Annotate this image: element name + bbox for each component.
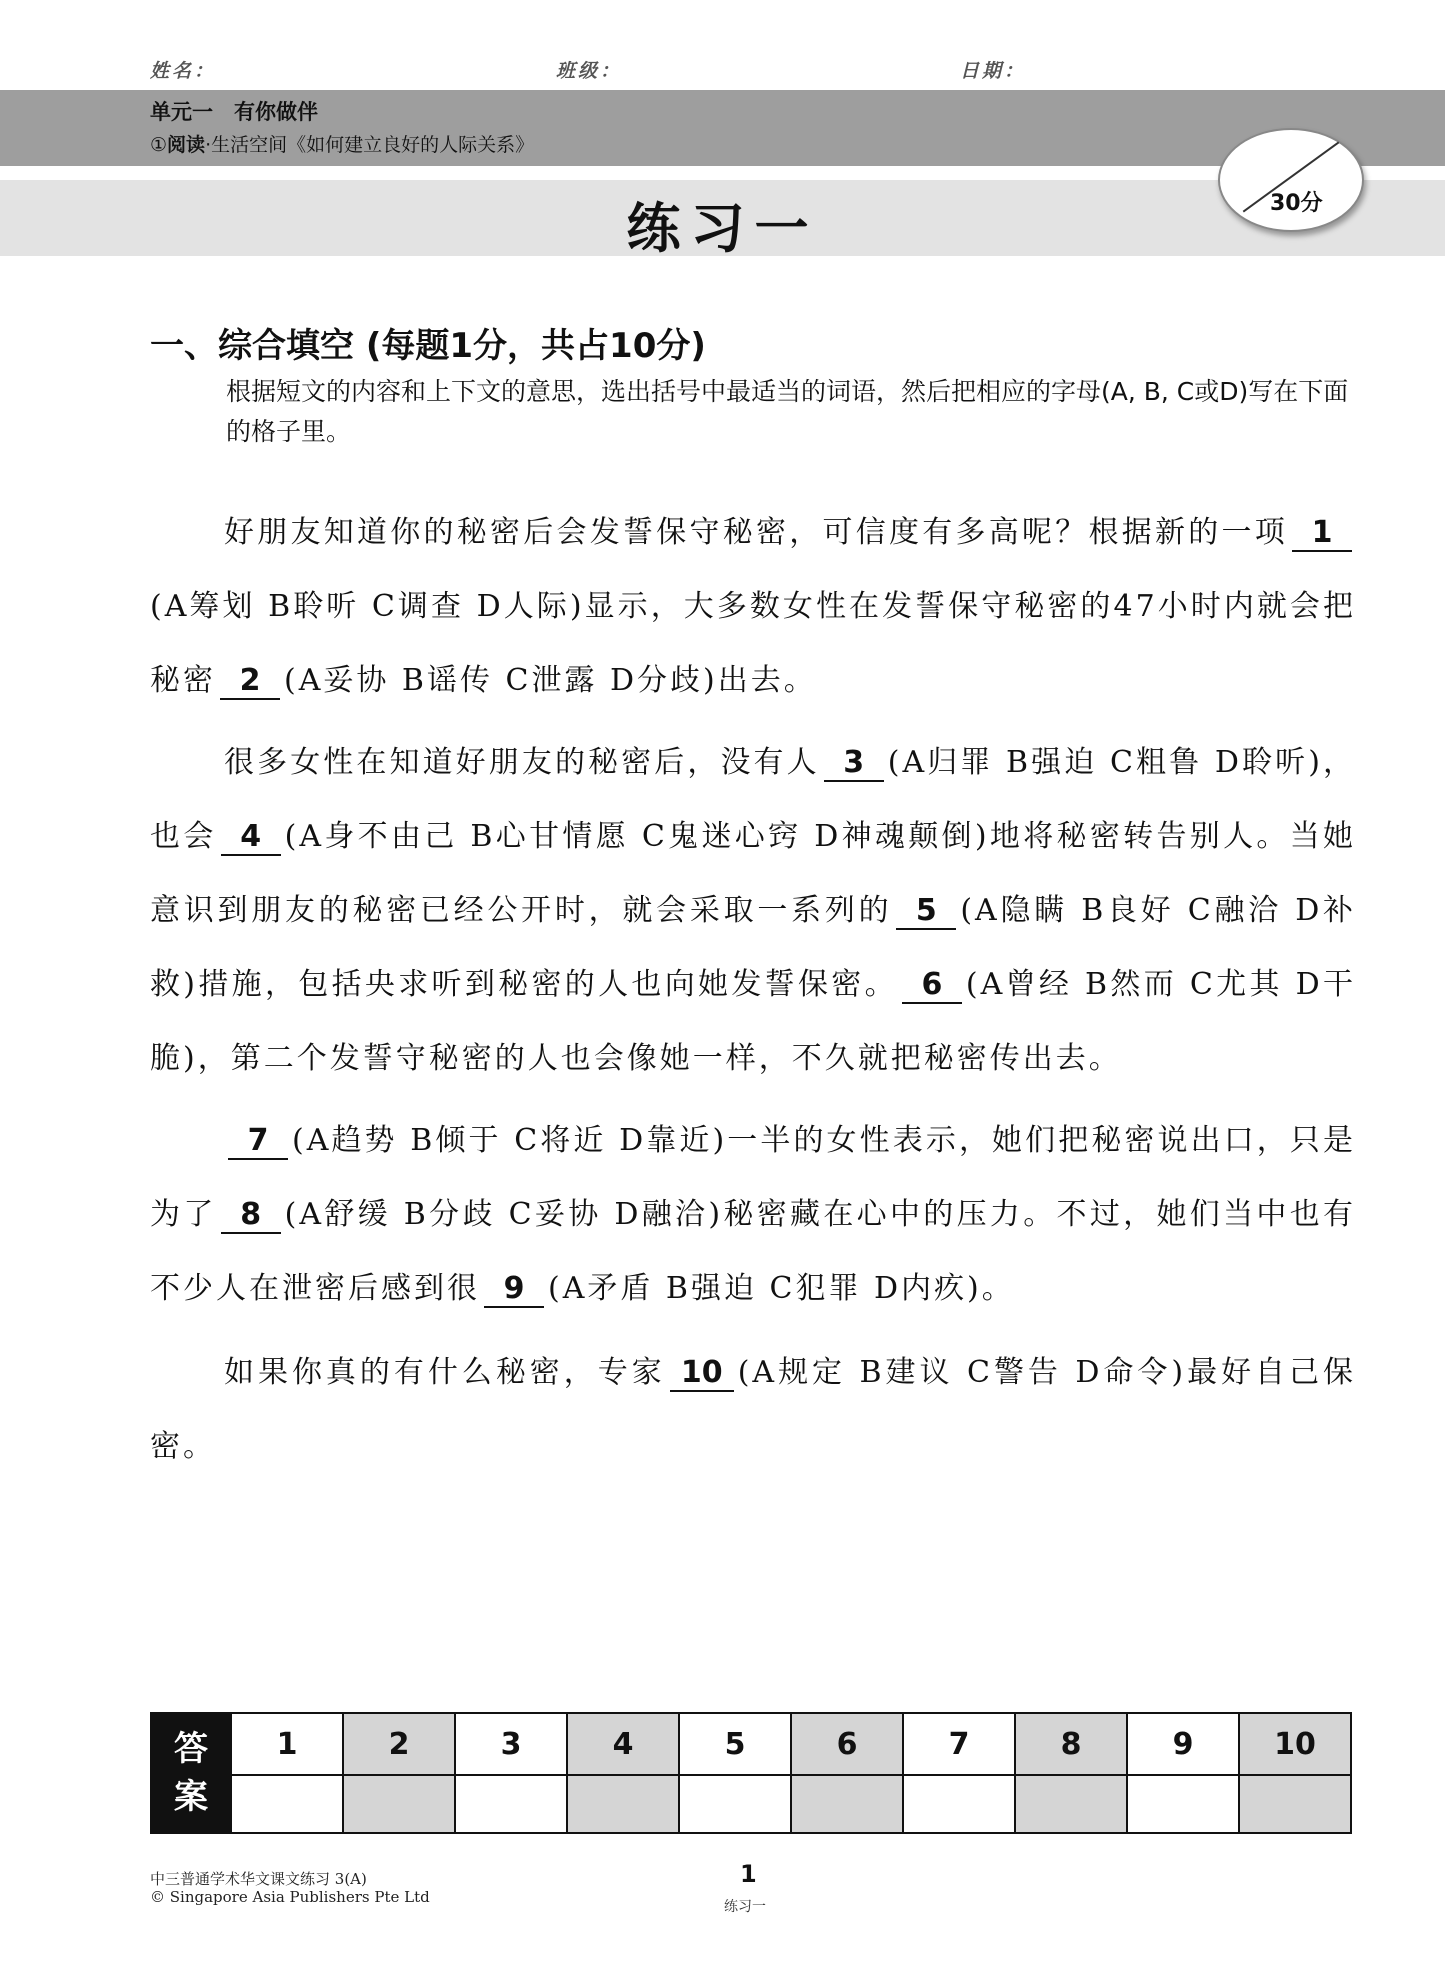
blank-10: 10 bbox=[670, 1356, 734, 1392]
blank-3: 3 bbox=[824, 746, 884, 782]
answer-cell-1[interactable] bbox=[231, 1775, 343, 1833]
answer-cell-7[interactable] bbox=[903, 1775, 1015, 1833]
blank-1: 1 bbox=[1292, 516, 1352, 552]
blank-9: 9 bbox=[484, 1272, 544, 1308]
unit-subtitle bbox=[150, 130, 534, 157]
page-number: 1 bbox=[740, 1860, 757, 1888]
lesson-title: ·生活空间《如何建立良好的人际关系》 bbox=[205, 134, 535, 156]
answer-cell-5[interactable] bbox=[679, 1775, 791, 1833]
answer-header-6: 6 bbox=[791, 1713, 903, 1775]
answer-header-5: 5 bbox=[679, 1713, 791, 1775]
answer-label bbox=[151, 1713, 231, 1833]
answer-header-1: 1 bbox=[231, 1713, 343, 1775]
answer-header-9: 9 bbox=[1127, 1713, 1239, 1775]
circled-number: ① bbox=[150, 134, 168, 156]
section-heading: 一、综合填空 (每题1分，共占10分) bbox=[150, 326, 706, 366]
answer-cell-9[interactable] bbox=[1127, 1775, 1239, 1833]
answer-header-8: 8 bbox=[1015, 1713, 1127, 1775]
passage bbox=[150, 496, 1356, 1492]
page-label: 练习一 bbox=[724, 1899, 766, 1915]
reading-label: 阅读 bbox=[167, 134, 206, 156]
answer-header-7: 7 bbox=[903, 1713, 1015, 1775]
unit-title: 单元一 有你做伴 bbox=[150, 100, 318, 124]
answer-header-3: 3 bbox=[455, 1713, 567, 1775]
text-run: (A隐瞒 B良好 C融洽 D补救)措施，包括央求听到秘密的人也向她发誓保密。 bbox=[150, 893, 1357, 1002]
total-score: 30分 bbox=[1270, 191, 1323, 216]
blank-2: 2 bbox=[220, 664, 280, 700]
answer-cell-10[interactable] bbox=[1239, 1775, 1351, 1833]
answer-cell-4[interactable] bbox=[567, 1775, 679, 1833]
blank-7: 7 bbox=[228, 1124, 288, 1160]
footer-copyright: © Singapore Asia Publishers Pte Ltd bbox=[150, 1888, 430, 1906]
answer-cell-6[interactable] bbox=[791, 1775, 903, 1833]
blank-5: 5 bbox=[896, 894, 956, 930]
text-run: (A趋势 B倾于 C将近 D靠近)一半的女性表示，她们把秘密说出口，只是为了 bbox=[150, 1123, 1356, 1232]
answer-label-char-2: 案 bbox=[174, 1777, 208, 1817]
text-run: (A身不由己 B心甘情愿 C鬼迷心窍 D神魂颠倒)地将秘密转告别人。当她意识到朋友的秘密已经公开时，就会采取一系列的 bbox=[150, 819, 1357, 928]
name-label: 姓名： bbox=[150, 60, 217, 82]
text-run: (A归罪 B强迫 C粗鲁 D聆听)，也会 bbox=[150, 745, 1357, 854]
text-run: (A规定 B建议 C警告 D命令)最好自己保密。 bbox=[150, 1355, 1357, 1464]
answer-label-char-1: 答 bbox=[174, 1729, 208, 1769]
answer-table bbox=[150, 1712, 1352, 1834]
paragraph-4 bbox=[150, 1336, 1356, 1484]
text-run: (A舒缓 B分歧 C妥协 D融洽)秘密藏在心中的压力。不过，她们当中也有不少人在泄密后感到很 bbox=[150, 1197, 1357, 1306]
text-run: (A矛盾 B强迫 C犯罪 D内疚)。 bbox=[548, 1271, 1015, 1306]
paragraph-2 bbox=[150, 726, 1356, 1096]
answer-header-2: 2 bbox=[343, 1713, 455, 1775]
answer-header-4: 4 bbox=[567, 1713, 679, 1775]
blank-4: 4 bbox=[221, 820, 281, 856]
answer-cell-8[interactable] bbox=[1015, 1775, 1127, 1833]
section-instructions: 根据短文的内容和上下文的意思，选出括号中最适当的词语，然后把相应的字母(A, B, C或D)写在下面的格子里。 bbox=[226, 377, 1349, 446]
answer-header-10: 10 bbox=[1239, 1713, 1351, 1775]
exercise-title: 练习一 bbox=[626, 197, 819, 260]
text-run: (A筹划 B聆听 C调查 D人际)显示，大多数女性在发誓保守秘密的47小时内就会把秘密 bbox=[150, 589, 1356, 698]
footer-book-title: 中三普通学术华文课文练习 3(A) bbox=[150, 1870, 367, 1888]
paragraph-1 bbox=[150, 496, 1356, 718]
blank-6: 6 bbox=[902, 968, 962, 1004]
class-label: 班级： bbox=[556, 60, 623, 82]
text-run: 如果你真的有什么秘密，专家 bbox=[224, 1355, 666, 1390]
date-label: 日期： bbox=[960, 60, 1027, 82]
blank-8: 8 bbox=[221, 1198, 281, 1234]
text-run: (A曾经 B然而 C尤其 D干脆)，第二个发誓守秘密的人也会像她一样，不久就把秘密传出去。 bbox=[150, 967, 1356, 1076]
paragraph-3 bbox=[150, 1104, 1356, 1326]
text-run: (A妥协 B谣传 C泄露 D分歧)出去。 bbox=[284, 663, 817, 698]
answer-cell-2[interactable] bbox=[343, 1775, 455, 1833]
text-run: 很多女性在知道好朋友的秘密后，没有人 bbox=[224, 745, 820, 780]
text-run: 好朋友知道你的秘密后会发誓保守秘密，可信度有多高呢？根据新的一项 bbox=[224, 515, 1288, 550]
answer-cell-3[interactable] bbox=[455, 1775, 567, 1833]
